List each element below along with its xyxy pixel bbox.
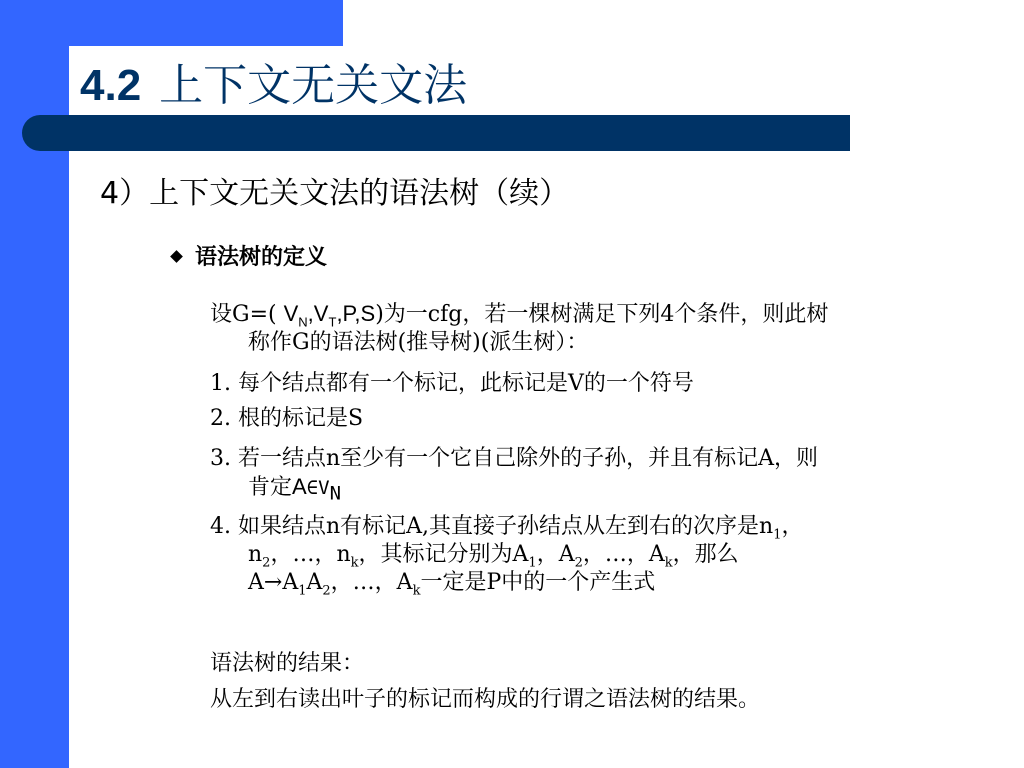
slide-title-number: 4.2	[80, 61, 142, 110]
condition-3-line1: 3. 若一结点n至少有一个它自己除外的子孙，并且有标记A，则	[210, 446, 819, 471]
result-label: 语法树的结果：	[210, 651, 365, 676]
condition-4-prod-ak-sub: k	[412, 583, 421, 599]
condition-4-a2-sub: 2	[574, 555, 583, 571]
condition-4-a2: ，A	[536, 542, 575, 567]
condition-4-prod-a1-sub: 1	[298, 583, 307, 599]
condition-4-prod-a2: A	[306, 570, 323, 595]
condition-4-nk: ，…，n	[270, 542, 351, 567]
bullet-heading-text: 语法树的定义	[195, 245, 328, 270]
diamond-bullet-icon	[170, 250, 183, 263]
slide-title-text: 上下文无关文法	[159, 60, 468, 111]
condition-item-3	[210, 445, 990, 505]
condition-4-n1-sub: 1	[773, 527, 782, 543]
definition-vt: V	[313, 301, 329, 326]
definition-vn: V	[283, 301, 299, 326]
result-text: 从左到右读出叶子的标记而构成的行谓之语法树的结果。	[210, 687, 761, 712]
definition-ps: ,P,S	[336, 301, 376, 326]
condition-3-a: A	[292, 474, 307, 499]
condition-4-production-lhs: A→A	[248, 570, 299, 595]
condition-4-line1: 4. 如果结点n有标记A,其直接子孙结点从左到右的次序是n	[210, 514, 774, 539]
condition-4-prod-a2-sub: 2	[322, 583, 331, 599]
condition-4-a1-sub: 1	[528, 555, 537, 571]
condition-item-2: 2. 根的标记是S	[210, 406, 364, 431]
definition-prefix: 设G=(	[210, 302, 284, 327]
condition-3-prefix: 肯定	[248, 475, 293, 500]
condition-4-a1: ，其标记分别为A	[358, 542, 529, 567]
top-accent-block	[0, 0, 343, 46]
condition-item-4	[210, 513, 990, 597]
definition-comma: ,	[307, 301, 314, 326]
bullet-heading	[172, 244, 327, 272]
condition-4-nk-sub: k	[350, 555, 359, 571]
condition-3-line2	[210, 473, 990, 505]
condition-4-n2: n	[248, 542, 263, 567]
definition-line2: 称作G的语法树(推导树)(派生树）：	[248, 330, 589, 355]
condition-3-vn-sub: N	[329, 482, 342, 505]
definition-paragraph	[210, 300, 990, 357]
condition-3-in-vn: ∈V	[306, 477, 330, 499]
condition-4-ak-sub: k	[664, 555, 673, 571]
condition-4-line2-end: ，那么	[672, 542, 739, 567]
condition-item-1: 1. 每个结点都有一个标记，此标记是V的一个符号	[210, 371, 694, 396]
condition-4-line1-end: ，	[781, 514, 804, 539]
definition-vt-sub: T	[328, 314, 337, 330]
condition-4-line3-end: 一定是P中的一个产生式	[420, 570, 656, 595]
title-underline-bar	[22, 115, 850, 151]
condition-4-ak: ，…，A	[582, 542, 665, 567]
condition-4-line3	[210, 569, 990, 597]
definition-vn-sub: N	[298, 314, 308, 330]
definition-suffix: )为一cfg，若一棵树满足下列4个条件，则此树	[375, 302, 829, 327]
condition-4-n2-sub: 2	[262, 555, 271, 571]
condition-4-line2	[210, 541, 990, 569]
section-heading: 4）上下文无关文法的语法树（续）	[100, 176, 570, 211]
condition-4-prod-ak: ，…，A	[330, 570, 413, 595]
slide-title	[80, 56, 467, 116]
